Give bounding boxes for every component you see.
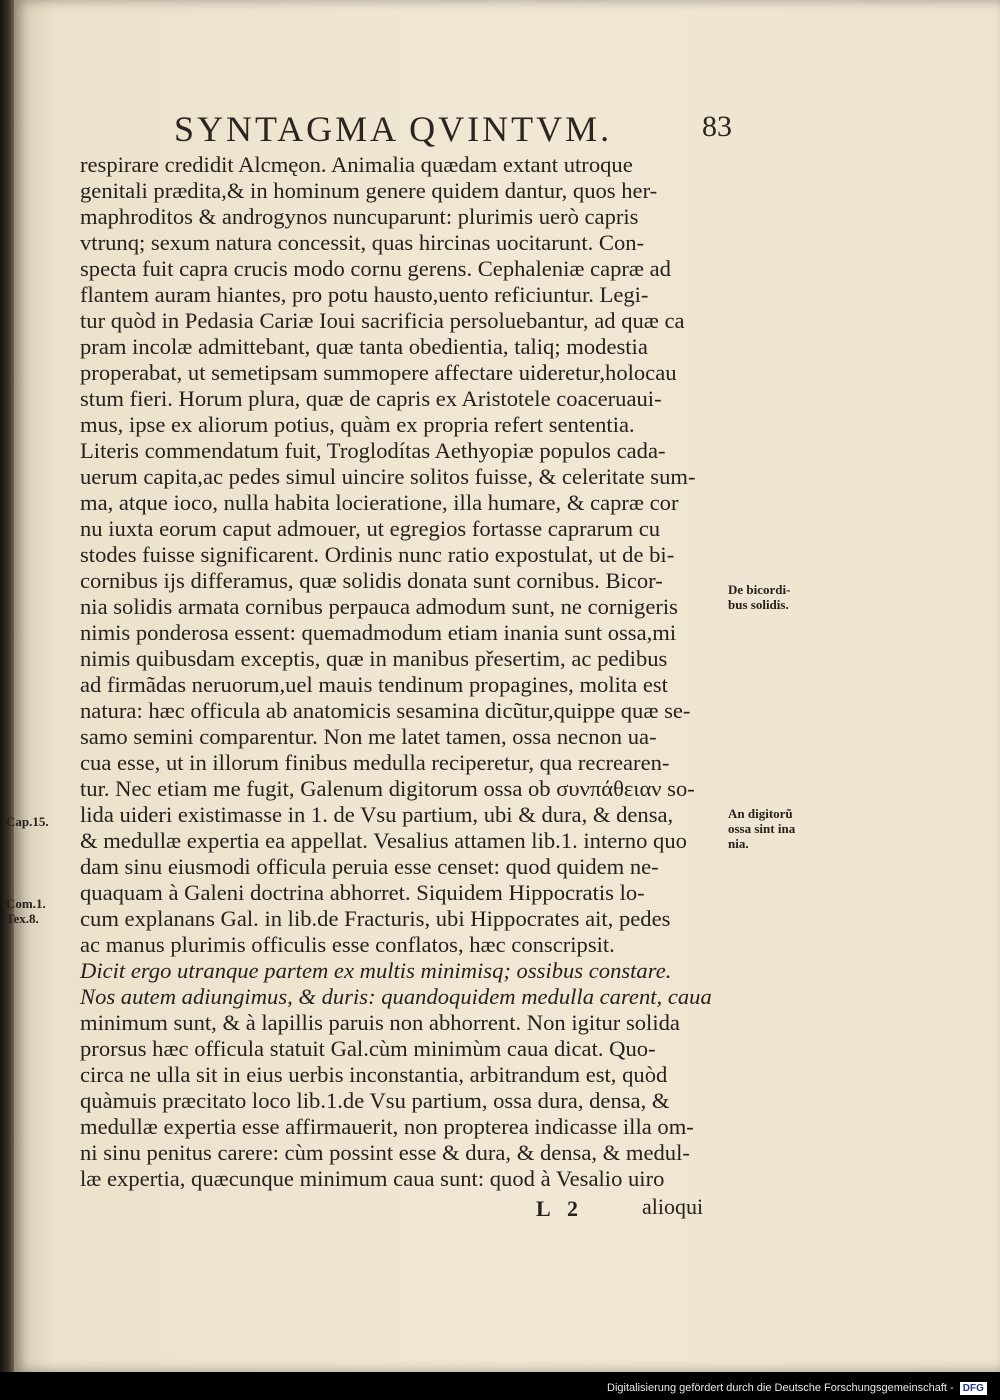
text-line: dam sinu eiusmodi officula peruia esse censet: quod quidem ne- [80,854,659,879]
text-line: respirare credidit Alcmęon. Animalia quædam extant utroque [80,152,633,177]
margin-note-line: bus solidis. [728,597,789,612]
text-line: specta fuit capra crucis modo cornu gerens. Cephaleniæ capræ ad [80,256,671,281]
text-line: cua esse, ut in illorum finibus medulla reciperetur, qua recrearen- [80,750,670,775]
text-line: stum fieri. Horum plura, quæ de capris ex Aristotele coaceruaui- [80,386,662,411]
text-line: & medullæ expertia ea appellat. Vesalius attamen lib.1. interno quo [80,828,687,853]
text-line: lida uideri existimasse in 1. de Vsu partium, ubi & dura, & densa, [80,802,674,827]
credit-text: Digitalisierung gefördert durch die Deutsche Forschungsgemeinschaft - [607,1382,954,1394]
text-line: natura: hæc officula ab anatomicis sesamina dicũtur,quippe quæ se- [80,698,691,723]
text-line: samo semini comparentur. Non me latet tamen, ossa necnon ua- [80,724,657,749]
text-line: Literis commendatum fuit, Troglodítas Aethyopiæ populos cada- [80,438,666,463]
book-page [6,0,1000,1372]
text-line: ni sinu penitus carere: cùm possint esse & dura, & densa, & medul- [80,1140,690,1165]
text-line: cum explanans Gal. in lib.de Fracturis, ubi Hippocrates ait, pedes [80,906,671,931]
text-line: ad firmãdas neruorum,uel mauis tendinum propagines, molita est [80,672,668,697]
text-line: pram incolæ admittebant, quæ tanta obedientia, taliq; modestia [80,334,648,359]
text-line: nu iuxta eorum caput admouer, ut egregios fortasse caprarum cu [80,516,661,541]
text-line: circa ne ulla sit in eius uerbis inconstantia, arbitrandum est, quòd [80,1062,668,1087]
text-line-italic: Dicit ergo utranque partem ex multis minimisq; ossibus constare. [80,958,672,983]
margin-note-com-tex [6,896,46,926]
margin-note-line: De bicordi- [728,582,791,597]
text-line: ma, atque ioco, nulla habita locieratione, illa humare, & capræ cor [80,490,679,515]
digitization-credit [607,1382,987,1395]
text-line: quaquam à Galeni doctrina abhorret. Siquidem Hippocratis lo- [80,880,645,905]
margin-note-line: An digitorũ [728,806,793,821]
text-line-italic: Nos autem adiungimus, & duris: quandoquidem medulla carent, caua [80,984,712,1009]
text-line: uerum capita,ac pedes simul uincire solitos fuisse, & celeritate sum- [80,464,696,489]
text-line: ac manus plurimis officulis esse conflatos, hæc conscripsit. [80,932,615,957]
margin-note-line: Tex.8. [6,911,39,926]
catchword: alioqui [642,1194,704,1219]
text-line: vtrunq; sexum natura concessit, quas hircinas uocitarunt. Con- [80,230,645,255]
signature-mark: L 2 [536,1196,584,1221]
page-number: 83 [702,110,732,143]
text-line: tur. Nec etiam me fugit, Galenum digitorum ossa ob συνπάθειαν so- [80,776,695,801]
dfg-logo: DFG [960,1382,987,1395]
margin-note-bicornibus [728,582,790,612]
margin-note-cap [6,814,49,829]
text-line: nia solidis armata cornibus perpauca admodum sunt, ne cornigeris [80,594,678,619]
text-line: medullæ expertia esse affirmauerit, non propterea indicasse illa om- [80,1114,694,1139]
margin-note-line: Cap.15. [6,814,49,829]
margin-note-line: nia. [728,836,749,851]
text-line: tur quòd in Pedasia Cariæ Ioui sacrificia persoluebantur, ad quæ ca [80,308,685,333]
text-line: flantem auram hiantes, pro potu hausto,uento reficiuntur. Legi- [80,282,649,307]
margin-note-line: ossa sint ina [728,821,796,836]
text-line: quàmuis præcitato loco lib.1.de Vsu partium, ossa dura, densa, & [80,1088,670,1113]
margin-note-digitorum [728,806,795,851]
text-line: læ expertia, quæcunque minimum caua sunt: quod à Vesalio uiro [80,1166,665,1191]
text-line: prorsus hæc officula statuit Gal.cùm minimùm caua dicat. Quo- [80,1036,656,1061]
text-line: maphroditos & androgynos nuncuparunt: plurimis uerò capris [80,204,639,229]
text-line: stodes fuisse significarent. Ordinis nunc ratio expostulat, ut de bi- [80,542,675,567]
book-spine [0,0,14,1372]
text-line: genitali prædita,& in hominum genere quidem dantur, quos her- [80,178,658,203]
text-line: mus, ipse ex aliorum potius, quàm ex propria refert sententia. [80,412,635,437]
text-line: minimum sunt, & à lapillis paruis non abhorrent. Non igitur solida [80,1010,680,1035]
margin-note-line: Com.1. [6,896,46,911]
running-title: SYNTAGMA QVINTVM. [174,109,613,149]
text-line: nimis quibusdam exceptis, quæ in manibus přesertim, ac pedibus [80,646,668,671]
text-line: properabat, ut semetipsam summopere affectare uideretur,holocau [80,360,677,385]
text-line: nimis ponderosa essent: quemadmodum etiam inania sunt ossa,mi [80,620,677,645]
text-line: cornibus ijs differamus, quæ solidis donata sunt cornibus. Bicor- [80,568,663,593]
